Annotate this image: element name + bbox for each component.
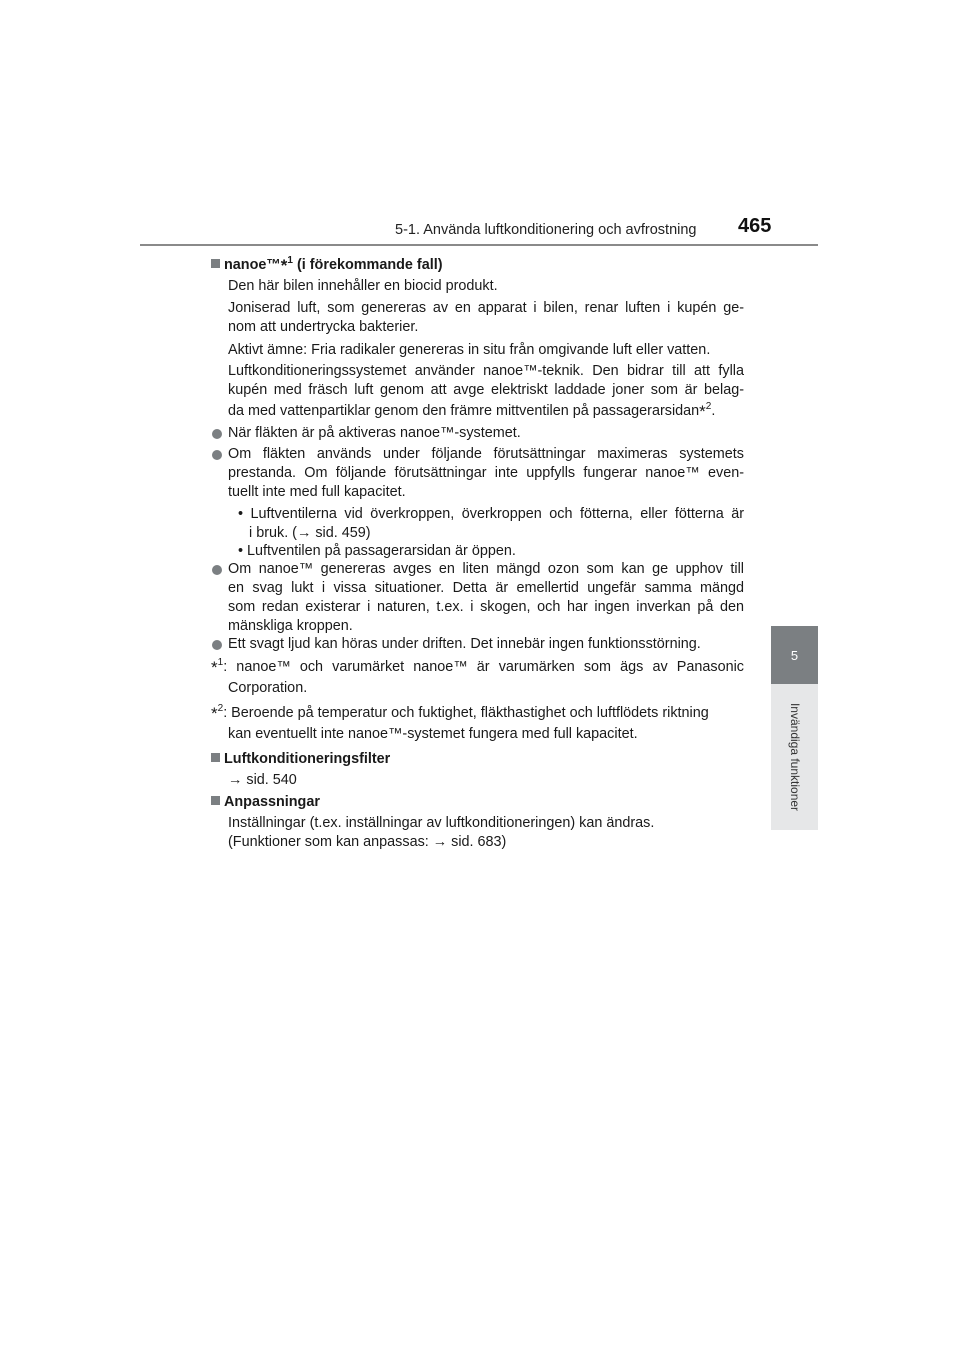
filter-heading-text: Luftkonditioneringsfilter bbox=[224, 751, 391, 767]
square-bullet-icon bbox=[211, 796, 220, 805]
nanoe-p2 bbox=[228, 299, 744, 337]
nanoe-heading-text: nanoe™ bbox=[224, 257, 281, 273]
footnote-sup: 2 bbox=[705, 401, 712, 412]
nanoe-bullet2-line1: Om fläkten används under följande förutsättningar maximeras systemets bbox=[228, 446, 744, 462]
square-bullet-icon bbox=[211, 753, 220, 762]
nanoe-p3: Aktivt ämne: Fria radikaler genereras in situ från omgivande luft eller vatten. bbox=[228, 342, 711, 358]
round-bullet-icon bbox=[212, 640, 222, 650]
nanoe-heading bbox=[211, 256, 443, 275]
nanoe-bullet3 bbox=[228, 560, 744, 636]
nanoe-p2-line1: Joniserad luft, som genereras av en apparat i bilen, renar luften i kupén ge- bbox=[228, 300, 744, 316]
header-divider bbox=[140, 244, 818, 246]
nanoe-bullet3-line4: mänskliga kroppen. bbox=[228, 618, 353, 634]
footnote-sup: 2 bbox=[217, 703, 224, 714]
nanoe-bullet2-line3: tuellt inte med full kapacitet. bbox=[228, 484, 406, 500]
nanoe-sub1-line2: i bruk. (→ sid. 459) bbox=[249, 525, 371, 541]
custom-line1: Inställningar (t.ex. inställningar av luftkonditioneringen) kan ändras. bbox=[228, 815, 655, 831]
nanoe-p4-line1: Luftkonditioneringssystemet använder nanoe™-teknik. Den bidrar till att fylla bbox=[228, 363, 744, 379]
footnote-2 bbox=[211, 704, 744, 744]
nanoe-bullet1: När fläkten är på aktiveras nanoe™-systemet. bbox=[228, 425, 521, 441]
chapter-number: 5 bbox=[790, 647, 799, 663]
footnote-star: * bbox=[211, 704, 218, 723]
round-bullet-icon bbox=[212, 450, 222, 460]
nanoe-sub1-line1: • Luftventilerna vid överkroppen, överkroppen och fötterna, eller fötterna är bbox=[238, 506, 744, 522]
footnote-sup: 1 bbox=[287, 255, 293, 266]
nanoe-p4-line2: kupén med fräsch luft genom att avge elektriskt laddade joner som är belag- bbox=[228, 382, 744, 398]
round-bullet-icon bbox=[212, 565, 222, 575]
custom-heading bbox=[211, 793, 320, 812]
footnote-1-line2: Corporation. bbox=[228, 680, 308, 696]
footnote-star: * bbox=[280, 256, 288, 275]
page-number: 465 bbox=[738, 215, 772, 237]
chapter-tab bbox=[771, 626, 818, 684]
nanoe-p4 bbox=[228, 362, 744, 421]
nanoe-heading-suffix: (i förekommande fall) bbox=[292, 257, 443, 273]
nanoe-p1: Den här bilen innehåller en biocid produkt. bbox=[228, 278, 498, 294]
footnote-2-line2: kan eventuellt inte nanoe™-systemet fungera med full kapacitet. bbox=[228, 726, 638, 742]
custom-line2: (Funktioner som kan anpassas: → sid. 683) bbox=[228, 834, 507, 850]
nanoe-bullet2 bbox=[228, 445, 744, 502]
nanoe-bullet3-line2: en svag lukt i vissa situationer. Detta är emellertid ungefär samma mängd bbox=[228, 580, 744, 596]
square-bullet-icon bbox=[211, 259, 220, 268]
chapter-title: Invändiga funktioner bbox=[788, 702, 802, 812]
footnote-2-line1: : Beroende på temperatur och fuktighet, fläkthastighet och luftflödets riktning bbox=[223, 705, 709, 721]
nanoe-p2-line2: nom att undertrycka bakterier. bbox=[228, 319, 419, 335]
footnote-star: * bbox=[699, 402, 706, 421]
filter-heading bbox=[211, 750, 390, 769]
footnote-1-line1: : nanoe™ och varumärket nanoe™ är varumärken som ägs av Panasonic bbox=[223, 659, 744, 675]
filter-ref-link[interactable]: → sid. 540 bbox=[228, 772, 297, 788]
period: . bbox=[711, 403, 716, 419]
footnote-star: * bbox=[211, 658, 218, 677]
header-section-title: 5-1. Använda luftkonditionering och avfrostning bbox=[395, 222, 697, 238]
nanoe-sub1 bbox=[238, 505, 744, 543]
footnote-sup: 1 bbox=[217, 657, 224, 668]
nanoe-bullet2-line2: prestanda. Om följande förutsättningar inte uppfylls fungerar nanoe™ even- bbox=[228, 465, 744, 481]
nanoe-bullet4: Ett svagt ljud kan höras under driften. Det innebär ingen funktionsstörning. bbox=[228, 636, 701, 652]
custom-heading-text: Anpassningar bbox=[224, 794, 320, 810]
nanoe-bullet3-line3: som redan existerar i naturen, t.ex. i skogen, och har ingen inverkan på den bbox=[228, 599, 744, 615]
nanoe-bullet3-line1: Om nanoe™ genereras avges en liten mängd ozon som kan ge upphov till bbox=[228, 561, 744, 577]
footnote-1 bbox=[211, 658, 744, 698]
nanoe-p4-line3 bbox=[228, 402, 744, 421]
round-bullet-icon bbox=[212, 429, 222, 439]
nanoe-p4-line3-text: da med vattenpartiklar genom den främre mittventilen på passagerarsidan bbox=[228, 403, 700, 419]
nanoe-sub2: • Luftventilen på passagerarsidan är öppen. bbox=[238, 543, 516, 559]
